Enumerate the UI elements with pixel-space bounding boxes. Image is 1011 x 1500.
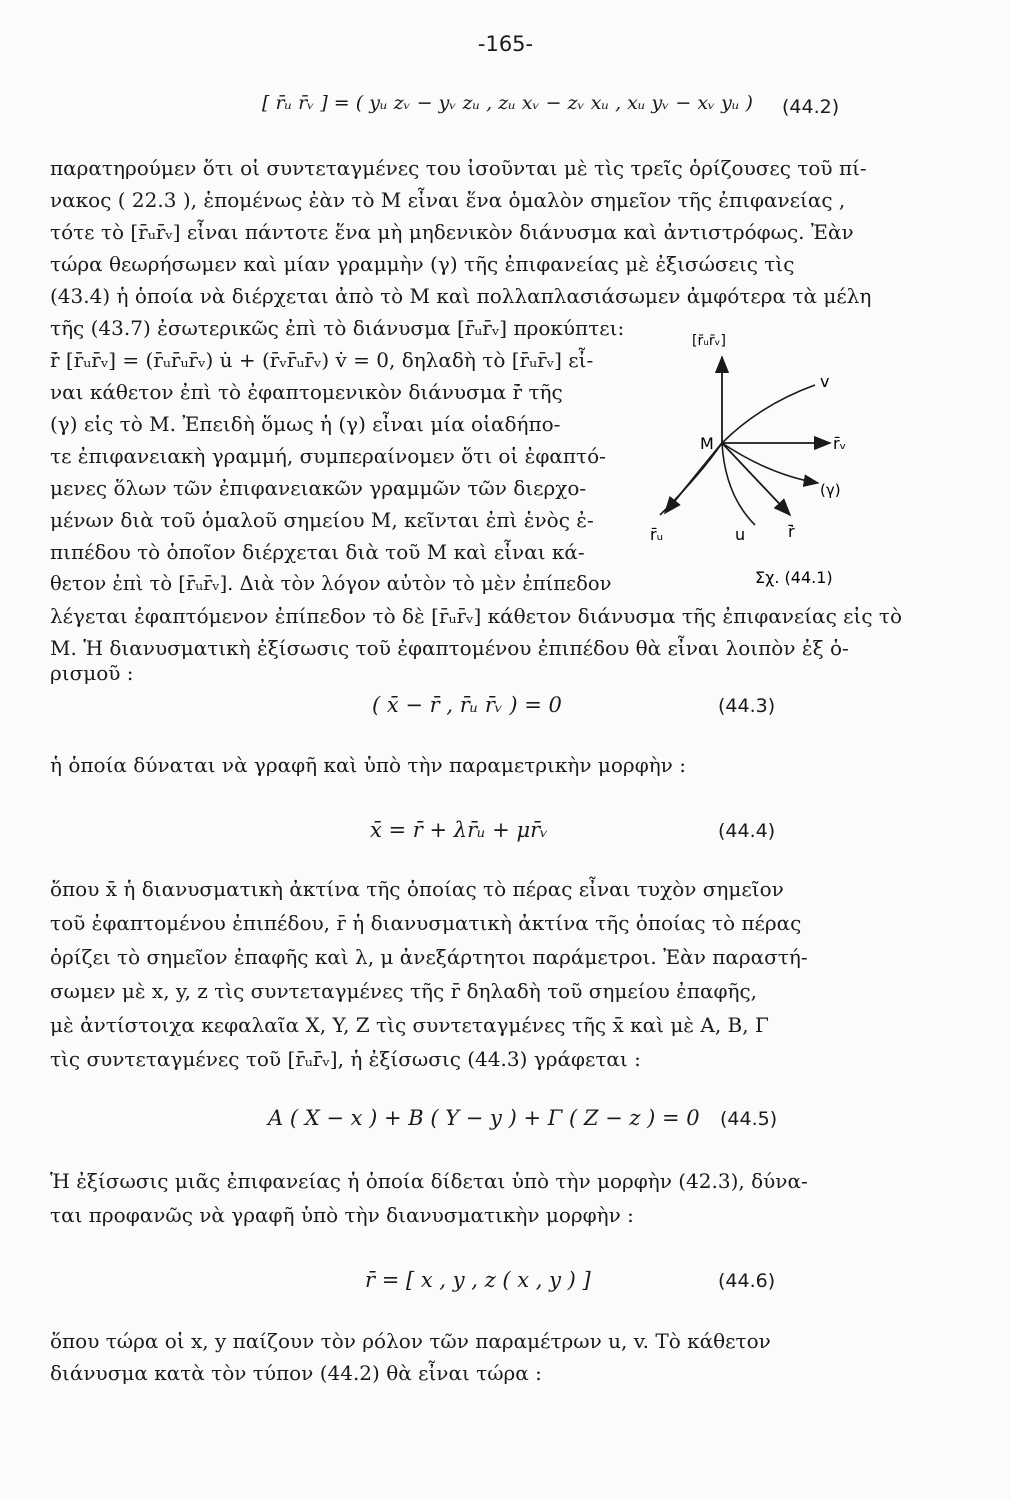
text-line: παρατηρούμεν ὅτι οἱ συντεταγμένες του ἰσοῦνται μὲ τὶς τρεῖς ὁρίζουσες τοῦ πί- (50, 156, 867, 180)
equation-number-44-6: (44.6) (718, 1270, 776, 1292)
rdot-tangent-arrow (722, 443, 790, 515)
v-curve (660, 385, 815, 515)
u-curve (722, 443, 755, 525)
equation-44-2: [ r̄ᵤ r̄ᵥ ] = ( yᵤ zᵥ − yᵥ zᵤ , zᵤ xᵥ − zᵥ xᵤ , xᵤ yᵥ − xᵥ yᵤ ) (262, 92, 753, 114)
equation-44-4: x̄ = r̄ + λr̄ᵤ + μr̄ᵥ (370, 818, 548, 842)
text-line: ṙ̄ [r̄ᵤr̄ᵥ] = (r̄ᵤr̄ᵤr̄ᵥ) u̇ + (r̄ᵥr̄ᵤr̄ᵥ) v̇ = 0, δηλαδὴ τὸ [r̄ᵤr̄ᵥ] εἶ- (50, 348, 594, 372)
ru-label: r̄ᵤ (650, 525, 664, 544)
text-line: λέγεται ἐφαπτόμενον ἐπίπεδον τὸ δὲ [r̄ᵤr̄ᵥ] κάθετον διάνυσμα τῆς ἐπιφανείας εἰς τὸ (50, 604, 902, 628)
text-line: τῆς (43.7) ἐσωτερικῶς ἐπὶ τὸ διάνυσμα [r̄ᵤr̄ᵥ] προκύπτει: (50, 316, 625, 340)
page-number: -165- (477, 32, 534, 56)
text-line: ἡ ὁποία δύναται νὰ γραφῆ καὶ ὑπὸ τὴν παραμετρικὴν μορφὴν : (50, 753, 686, 777)
text-line: τότε τὸ [r̄ᵤr̄ᵥ] εἶναι πάντοτε ἕνα μὴ μηδενικὸν διάνυσμα καὶ ἀντιστρόφως. Ἐὰν (50, 220, 854, 244)
text-line: Μ. Ἡ διανυσματικὴ ἐξίσωσις τοῦ ἐφαπτομένου ἐπιπέδου θὰ εἶναι λοιπὸν ἐξ ὁ- (50, 636, 849, 660)
ru-tangent-arrow (665, 443, 722, 513)
equation-44-5: A ( X − x ) + B ( Y − y ) + Γ ( Z − z ) = 0 (268, 1106, 700, 1130)
v-curve-label: v (820, 372, 830, 391)
equation-44-3: ( x̄ − r̄ , r̄ᵤ r̄ᵥ ) = 0 (372, 693, 562, 717)
u-curve-label: u (735, 525, 746, 544)
equation-number-44-5: (44.5) (720, 1108, 778, 1130)
text-line: θετον ἐπὶ τὸ [r̄ᵤr̄ᵥ]. Διὰ τὸν λόγον αὐτὸν τὸ μὲν ἐπίπεδον (50, 572, 612, 595)
text-line: σωμεν μὲ x, y, z τὶς συντεταγμένες τῆς r̄ δηλαδὴ τοῦ σημείου ἐπαφῆς, (50, 979, 758, 1003)
text-line: τώρα θεωρήσωμεν καὶ μίαν γραμμὴν (γ) τῆς ἐπιφανείας μὲ ἐξισώσεις τὶς (50, 252, 795, 276)
gamma-curve (722, 443, 818, 483)
text-line: μένων διὰ τοῦ ὁμαλοῦ σημείου Μ, κεῖνται ἐπὶ ἑνὸς ἐ- (50, 508, 594, 532)
figure-44-1 (630, 325, 860, 595)
text-line: διάνυσμα κατὰ τὸν τύπον (44.2) θὰ εἶναι τώρα : (50, 1361, 542, 1385)
text-line: νακος ( 22.3 ), ἑπομένως ἐὰν τὸ Μ εἶναι ἕνα ὁμαλὸν σημεῖον τῆς ἐπιφανείας , (50, 188, 846, 212)
text-line: πιπέδου τὸ ὁποῖον διέρχεται διὰ τοῦ Μ καὶ εἶναι κά- (50, 540, 585, 564)
text-line: ὅπου τώρα οἱ x, y παίζουν τὸν ρόλον τῶν παραμέτρων u, v. Τὸ κάθετον (50, 1329, 771, 1353)
text-line: ναι κάθετον ἐπὶ τὸ ἐφαπτομενικὸν διάνυσμα ṙ̄ τῆς (50, 380, 563, 404)
normal-vector-label: [r̄ᵤr̄ᵥ] (692, 333, 726, 349)
text-line: (γ) εἰς τὸ Μ. Ἐπειδὴ ὅμως ἡ (γ) εἶναι μία οἱαδήπο- (50, 412, 561, 436)
text-line: ται προφανῶς νὰ γραφῆ ὑπὸ τὴν διανυσματικὴν μορφὴν : (50, 1203, 634, 1227)
equation-number-44-4: (44.4) (718, 820, 776, 842)
equation-number-44-2: (44.2) (782, 96, 840, 118)
text-line: τοῦ ἐφαπτομένου ἐπιπέδου, r̄ ἡ διανυσματικὴ ἀκτίνα τῆς ὁποίας τὸ πέρας (50, 911, 802, 935)
text-line: (43.4) ἡ ὁποία νὰ διέρχεται ἀπὸ τὸ Μ καὶ πολλαπλασιάσωμεν ἀμφότερα τὰ μέλη (50, 284, 872, 308)
text-line: ὁρίζει τὸ σημεῖον ἐπαφῆς καὶ λ, μ ἀνεξάρτητοι παράμετροι. Ἐὰν παραστή- (50, 945, 808, 969)
text-line: ρισμοῦ : (50, 661, 134, 685)
rdot-label: ṙ̄ (788, 522, 795, 541)
text-line: μὲ ἀντίστοιχα κεφαλαῖα X, Y, Z τὶς συντεταγμένες τῆς x̄ καὶ μὲ A, B, Γ (50, 1013, 769, 1037)
text-line: ὅπου x̄ ἡ διανυσματικὴ ἀκτίνα τῆς ὁποίας τὸ πέρας εἶναι τυχὸν σημεῖον (50, 877, 784, 901)
equation-44-6: r̄ = [ x , y , z ( x , y ) ] (365, 1268, 591, 1292)
equation-number-44-3: (44.3) (718, 695, 776, 717)
text-line: τε ἐπιφανειακὴ γραμμή, συμπεραίνομεν ὅτι οἱ ἐφαπτό- (50, 444, 606, 468)
text-line: μενες ὅλων τῶν ἐπιφανειακῶν γραμμῶν τῶν διερχο- (50, 476, 587, 500)
rv-label: r̄ᵥ (833, 434, 847, 453)
point-m-label: M (700, 434, 714, 453)
figure-caption: Σχ. (44.1) (755, 568, 833, 587)
text-line: Ἡ ἐξίσωσις μιᾶς ἐπιφανείας ἡ ὁποία δίδεται ὑπὸ τὴν μορφὴν (42.3), δύνα- (50, 1169, 808, 1193)
text-line: τὶς συντεταγμένες τοῦ [r̄ᵤr̄ᵥ], ἡ ἐξίσωσις (44.3) γράφεται : (50, 1047, 641, 1071)
gamma-label: (γ) (820, 481, 841, 499)
